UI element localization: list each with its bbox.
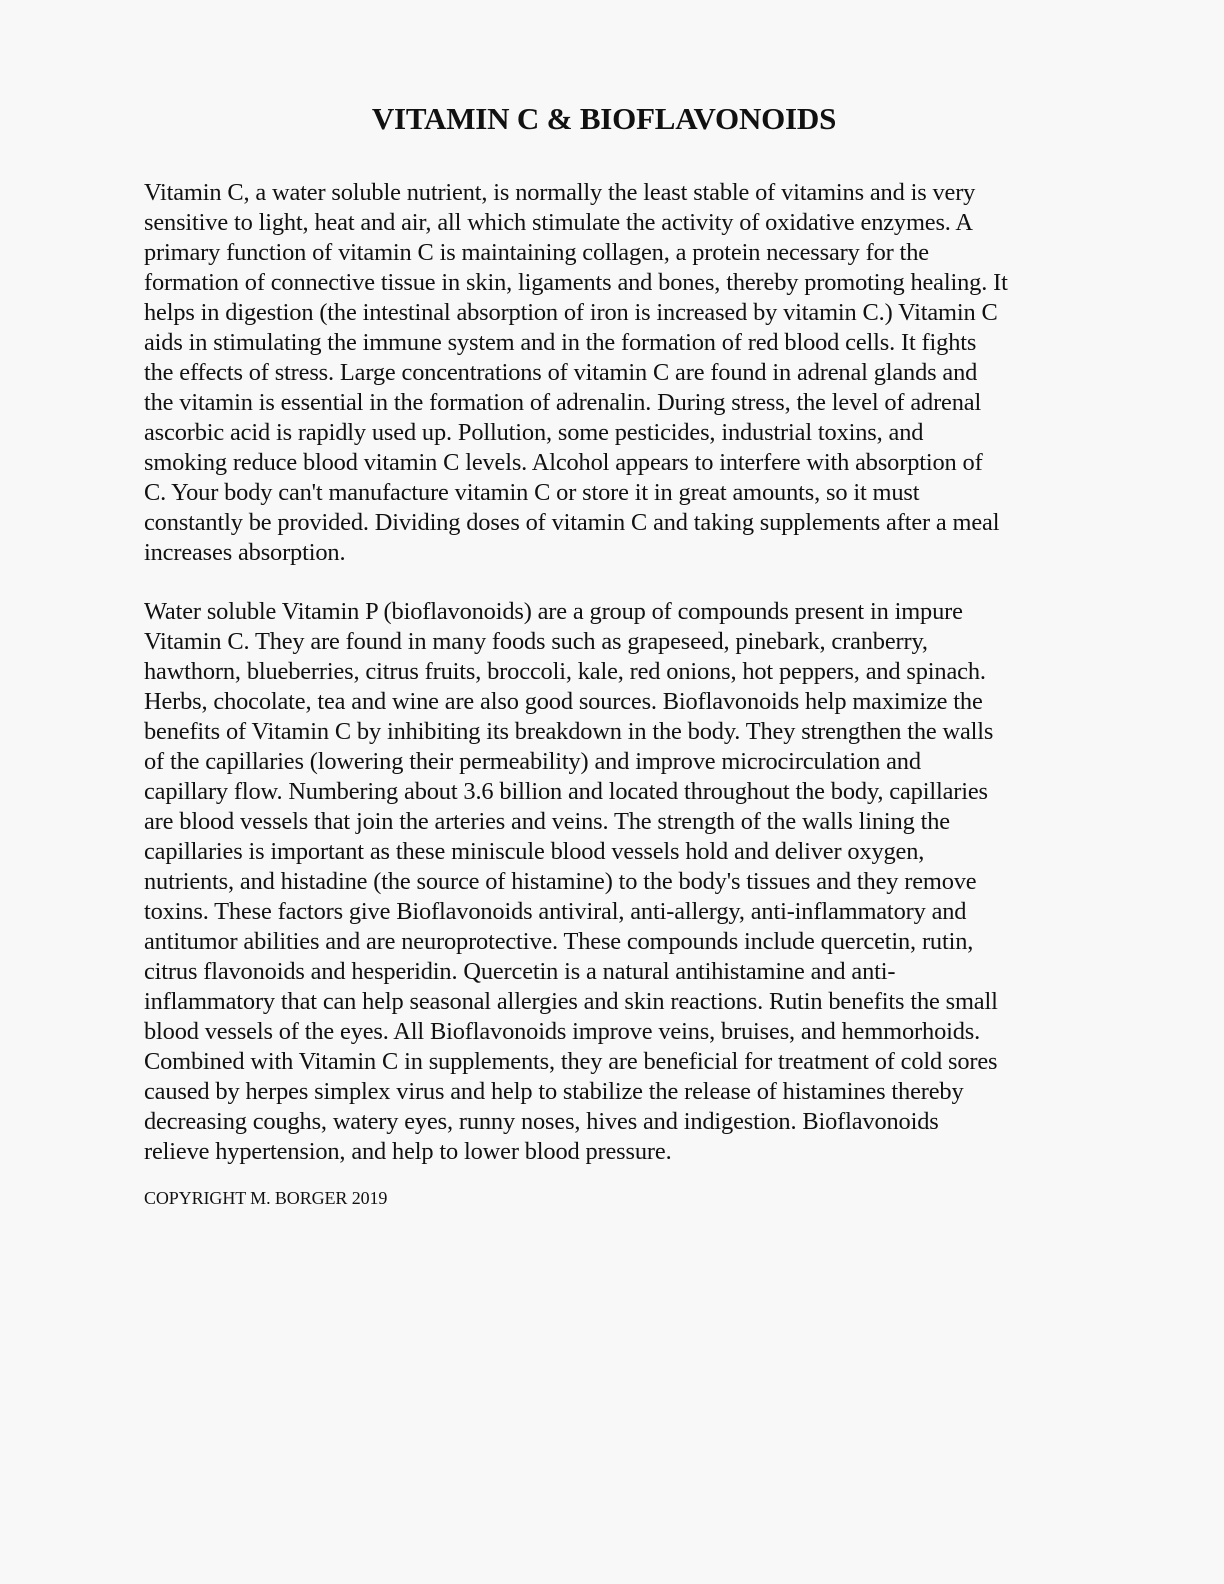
copyright-notice: COPYRIGHT M. BORGER 2019 xyxy=(144,1188,388,1208)
paragraph-bioflavonoids: Water soluble Vitamin P (bioflavonoids) are a group of compounds present in impure Vitamin C. They are found in many foods such as grapeseed, pinebark, cranberry, hawthorn, blueberries, citrus fruits, broccoli, kale, red onions, hot peppers, and spinach. Herbs, chocolate, tea and wine are also good sources. Bioflavonoids help maximize the benefits of Vitamin C by inhibiting its breakdown in the body. They strengthen the walls of the capillaries (lowering their permeability) and improve microcirculation and capillary flow. Numbering about 3.6 billion and located throughout the body, capillaries are blood vessels that join the arteries and veins. The strength of the walls lining the capillaries is important as these miniscule blood vessels hold and deliver oxygen, nutrients, and histadine (the source of histamine) to the body's tissues and they remove toxins. These factors give Bioflavonoids antiviral, anti-allergy, anti-inflammatory and antitumor abilities and are neuroprotective. These compounds include quercetin, rutin, citrus flavonoids and hesperidin. Quercetin is a natural antihistamine and anti- inflammatory that can help seasonal allergies and skin reactions. Rutin benefits the small blood vessels of the eyes. All Bioflavonoids improve veins, bruises, and hemmorhoids. Combined with Vitamin C in supplements, they are beneficial for treatment of cold sores caused by herpes simplex virus and help to stabilize the release of histamines thereby decreasing coughs, watery eyes, runny noses, hives and indigestion. Bioflavonoids relieve hypertension, and help to lower blood pressure. xyxy=(144,598,998,1165)
document-page xyxy=(144,100,1084,1209)
paragraph-vitamin-c: Vitamin C, a water soluble nutrient, is normally the least stable of vitamins and is very sensitive to light, heat and air, all which stimulate the activity of oxidative enzymes. A primary function of vitamin C is maintaining collagen, a protein necessary for the formation of connective tissue in skin, ligaments and bones, thereby promoting healing. It helps in digestion (the intestinal absorption of iron is increased by vitamin C.) Vitamin C aids in stimulating the immune system and in the formation of red blood cells. It fights the effects of stress. Large concentrations of vitamin C are found in adrenal glands and the vitamin is essential in the formation of adrenalin. During stress, the level of adrenal ascorbic acid is rapidly used up. Pollution, some pesticides, industrial toxins, and smoking reduce blood vitamin C levels. Alcohol appears to interfere with absorption of C. Your body can't manufacture vitamin C or store it in great amounts, so it must constantly be provided. Dividing doses of vitamin C and taking supplements after a meal increases absorption. xyxy=(144,179,1008,566)
document-title: VITAMIN C & BIOFLAVONOIDS xyxy=(371,101,837,136)
